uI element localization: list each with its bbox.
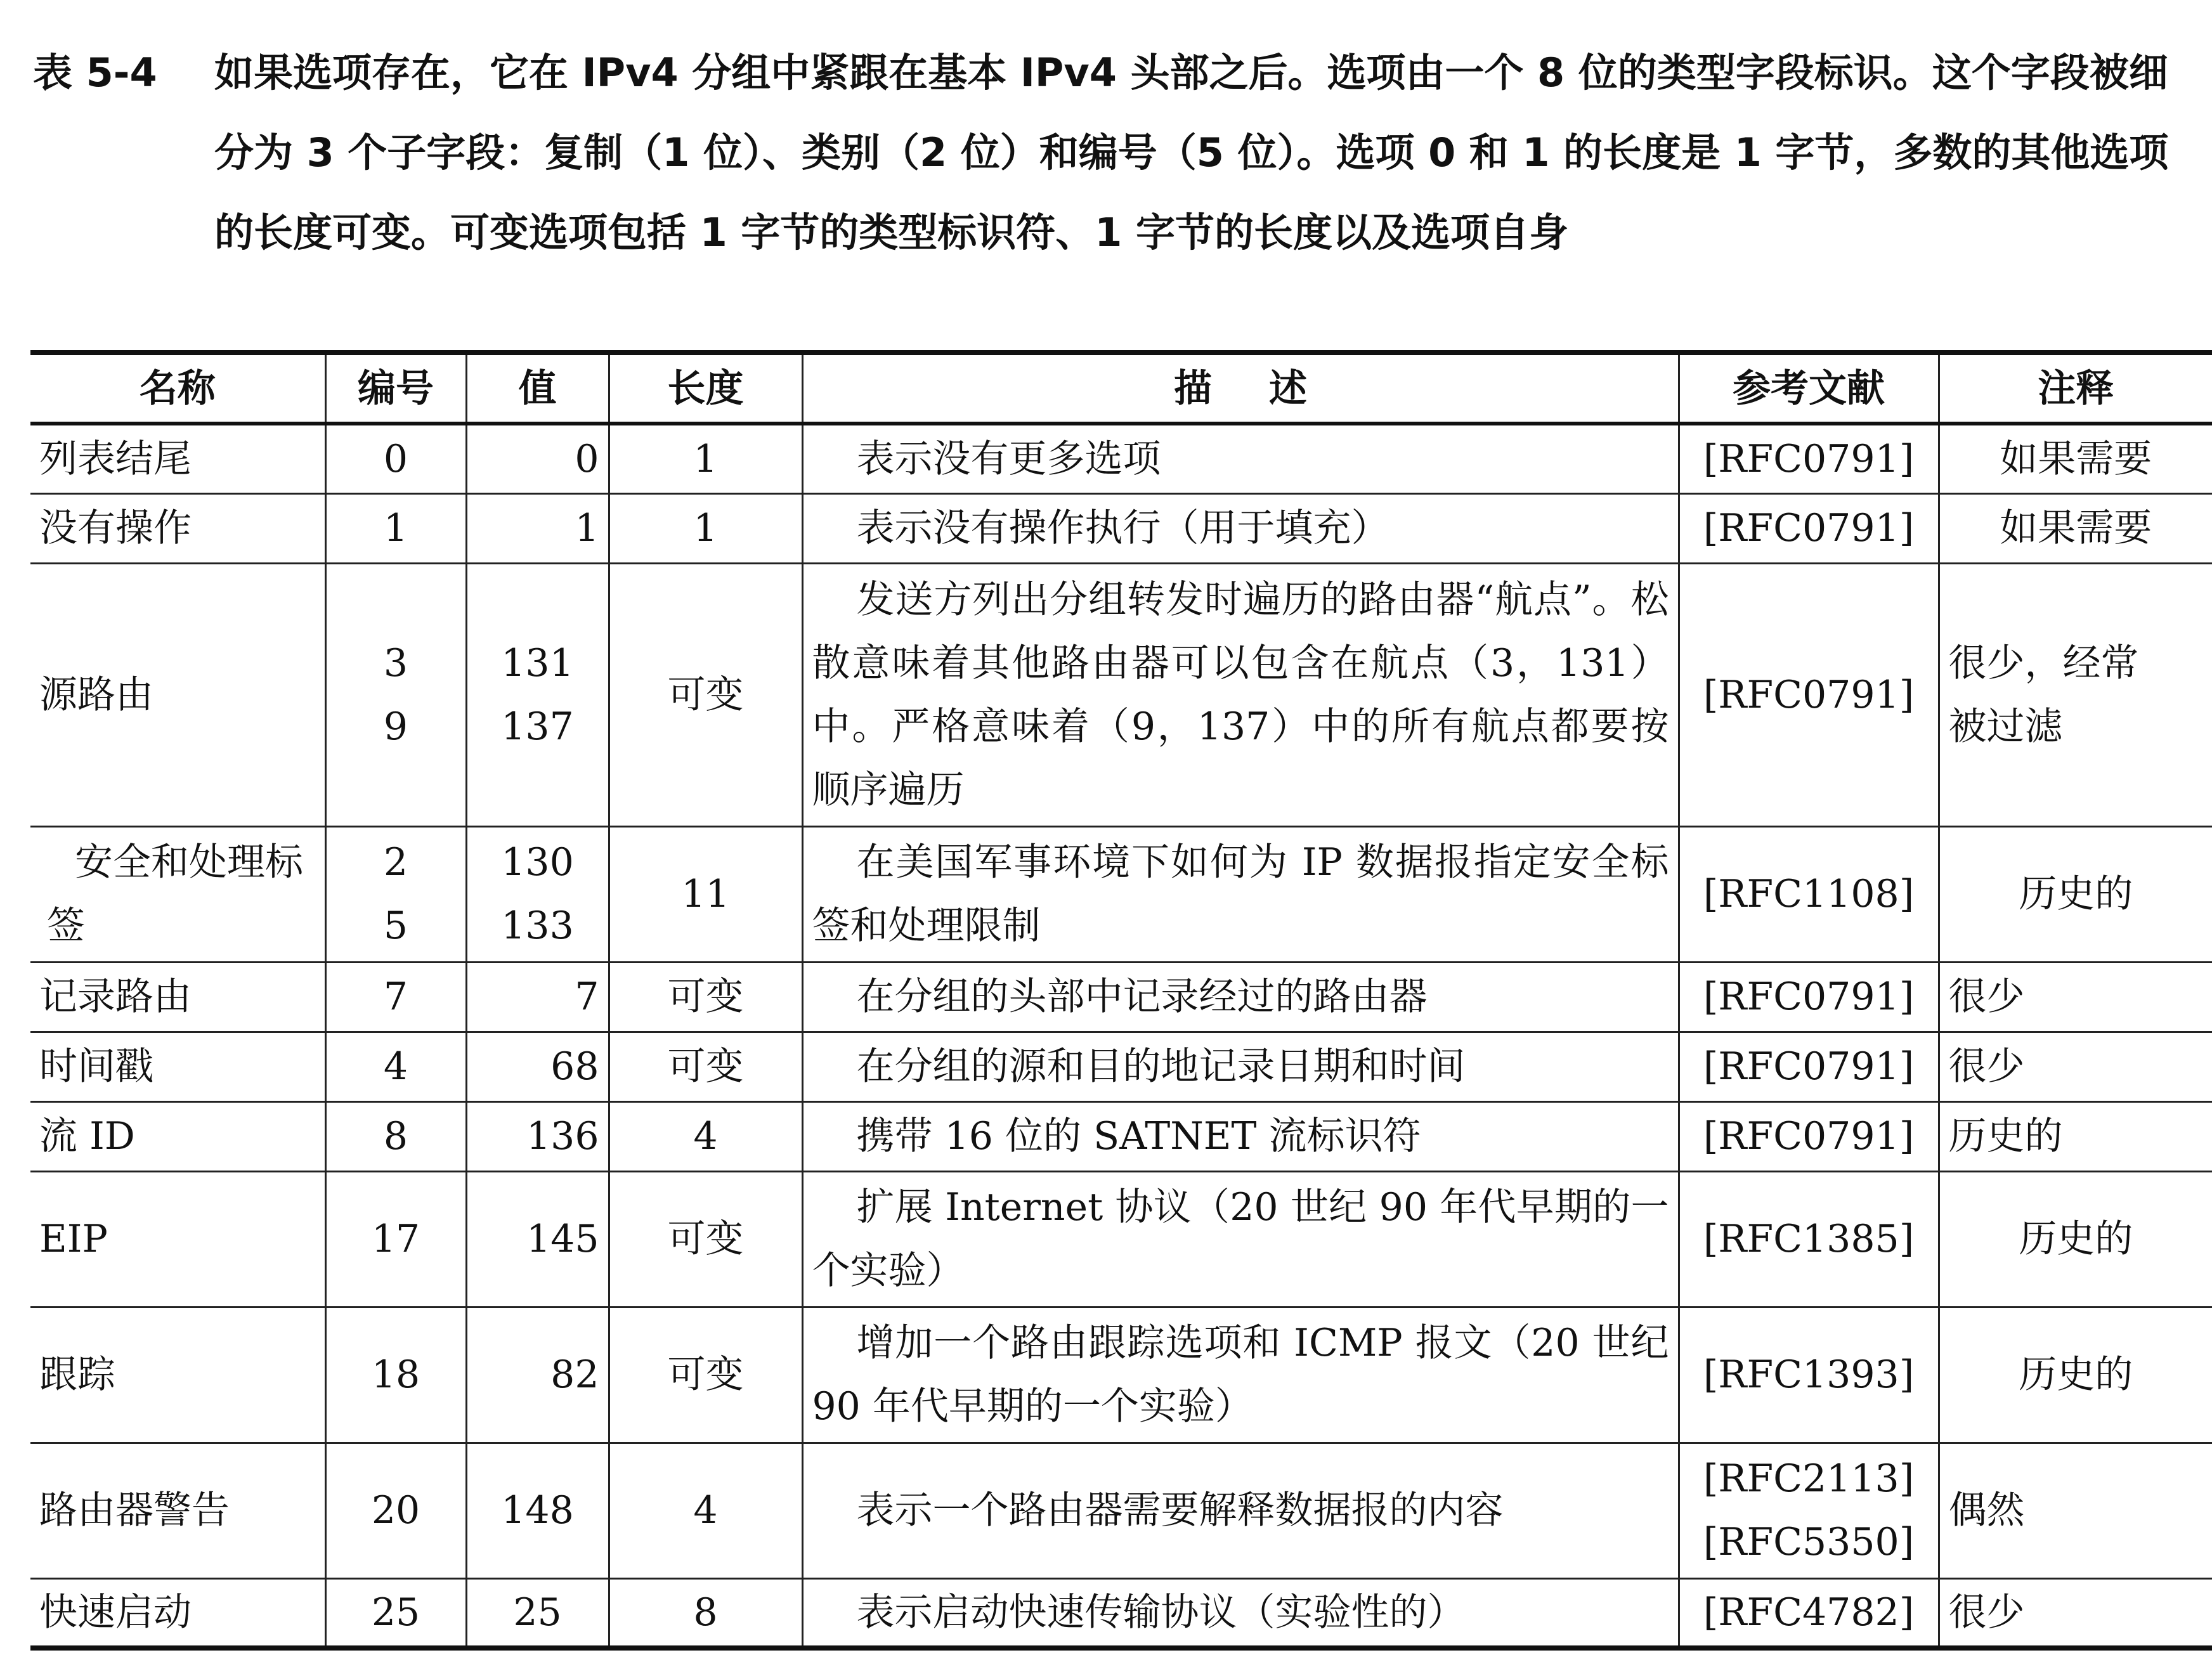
cell-name: 没有操作 <box>30 493 325 563</box>
cell-number <box>325 563 466 826</box>
cell-note: 如果需要 <box>1939 424 2212 493</box>
cell-number: 1 <box>325 493 466 563</box>
cell-value: 82 <box>466 1307 609 1443</box>
header-description <box>802 353 1679 424</box>
cell-length: 4 <box>609 1101 802 1171</box>
cell-name: EIP <box>30 1171 325 1307</box>
cell-length: 1 <box>609 493 802 563</box>
table-row <box>30 1101 2212 1171</box>
caption-text: 如果选项存在，它在 IPv4 分组中紧跟在基本 IPv4 头部之后。选项由一个 8 位的类型字段标识。这个字段被细分为 3 个子字段：复制（1 位）、类别（2 位）和编号（5 位）。选项 0 和 1 的长度是 1 字节，多数的其他选项的长度可变。可变选项包括 1 字节的类型标识符、1 字节的长度以及选项自身 <box>214 49 2169 256</box>
value-line-1: 131 <box>501 640 574 685</box>
cell-name: 路由器警告 <box>30 1443 325 1578</box>
cell-reference: [RFC0791] <box>1679 493 1939 563</box>
cell-number: 8 <box>325 1101 466 1171</box>
description-text: 在美国军事环境下如何为 IP 数据报指定安全标签和处理限制 <box>812 840 1669 948</box>
header-number: 编号 <box>325 353 466 424</box>
number-line-1: 3 <box>383 640 408 685</box>
cell-description <box>802 1578 1679 1648</box>
cell-description <box>802 493 1679 563</box>
cell-note: 很少 <box>1939 1032 2212 1101</box>
cell-value: 68 <box>466 1032 609 1101</box>
cell-description <box>802 1101 1679 1171</box>
cell-note: 很少 <box>1939 1578 2212 1648</box>
cell-number: 25 <box>325 1578 466 1648</box>
name-text: 安全和处理标签 <box>47 840 303 948</box>
cell-reference: [RFC4782] <box>1679 1578 1939 1648</box>
cell-description <box>802 962 1679 1032</box>
caption-label: 表 5-4 <box>33 49 157 96</box>
table-row <box>30 1307 2212 1443</box>
cell-value: 1 <box>466 493 609 563</box>
header-name: 名称 <box>30 353 325 424</box>
cell-number: 0 <box>325 424 466 493</box>
cell-number: 7 <box>325 962 466 1032</box>
cell-value <box>466 826 609 962</box>
cell-description <box>802 1307 1679 1443</box>
table-row <box>30 563 2212 826</box>
table-row <box>30 962 2212 1032</box>
header-row <box>30 353 2212 424</box>
description-text: 扩展 Internet 协议（20 世纪 90 年代早期的一个实验） <box>812 1185 1669 1293</box>
cell-note: 偶然 <box>1939 1443 2212 1578</box>
cell-value <box>466 563 609 826</box>
cell-length: 可变 <box>609 1307 802 1443</box>
value-line-2: 137 <box>501 704 574 749</box>
cell-reference: [RFC1393] <box>1679 1307 1939 1443</box>
cell-note: 历史的 <box>1939 826 2212 962</box>
number-line-2: 9 <box>383 704 408 749</box>
cell-description <box>802 424 1679 493</box>
header-length: 长度 <box>609 353 802 424</box>
cell-name: 列表结尾 <box>30 424 325 493</box>
cell-reference: [RFC0791] <box>1679 962 1939 1032</box>
number-line-1: 2 <box>383 840 408 885</box>
cell-note: 历史的 <box>1939 1171 2212 1307</box>
table-row <box>30 1578 2212 1648</box>
cell-reference: [RFC1108] <box>1679 826 1939 962</box>
cell-value: 0 <box>466 424 609 493</box>
cell-name: 时间戳 <box>30 1032 325 1101</box>
cell-name <box>30 826 325 962</box>
description-text: 发送方列出分组转发时遍历的路由器“航点”。松散意味着其他路由器可以包含在航点（3，131）中。严格意味着（9，137）中的所有航点都要按顺序遍历 <box>812 577 1669 812</box>
description-text: 在分组的头部中记录经过的路由器 <box>856 975 1428 1019</box>
description-text: 在分组的源和目的地记录日期和时间 <box>856 1044 1466 1089</box>
cell-length: 4 <box>609 1443 802 1578</box>
cell-reference: [RFC0791] <box>1679 1032 1939 1101</box>
cell-length: 可变 <box>609 1171 802 1307</box>
description-text: 增加一个路由跟踪选项和 ICMP 报文（20 世纪 90 年代早期的一个实验） <box>812 1321 1669 1429</box>
cell-description <box>802 826 1679 962</box>
cell-value: 136 <box>466 1101 609 1171</box>
cell-name: 快速启动 <box>30 1578 325 1648</box>
header-value: 值 <box>466 353 609 424</box>
description-text: 表示一个路由器需要解释数据报的内容 <box>856 1488 1504 1533</box>
cell-value: 7 <box>466 962 609 1032</box>
cell-value: 148 <box>466 1443 609 1578</box>
description-text: 携带 16 位的 SATNET 流标识符 <box>856 1114 1421 1158</box>
cell-note: 如果需要 <box>1939 493 2212 563</box>
cell-description <box>802 1443 1679 1578</box>
cell-length: 8 <box>609 1578 802 1648</box>
cell-value: 25 <box>466 1578 609 1648</box>
cell-name: 源路由 <box>30 563 325 826</box>
table-row <box>30 1032 2212 1101</box>
cell-number: 4 <box>325 1032 466 1101</box>
ipv4-options-table <box>30 350 2212 1651</box>
note-text: 很少，经常被过滤 <box>1948 640 2139 749</box>
description-text: 表示没有更多选项 <box>856 436 1161 481</box>
reference-line-2: [RFC5350] <box>1703 1520 1915 1564</box>
cell-name: 记录路由 <box>30 962 325 1032</box>
header-description-label: 描述 <box>1174 366 1364 411</box>
cell-length: 可变 <box>609 563 802 826</box>
cell-name: 流 ID <box>30 1101 325 1171</box>
cell-description <box>802 563 1679 826</box>
header-reference: 参考文献 <box>1679 353 1939 424</box>
cell-note: 历史的 <box>1939 1101 2212 1171</box>
reference-line-1: [RFC2113] <box>1703 1457 1915 1501</box>
cell-description <box>802 1032 1679 1101</box>
header-note: 注释 <box>1939 353 2212 424</box>
cell-length: 1 <box>609 424 802 493</box>
cell-number <box>325 826 466 962</box>
table-row <box>30 826 2212 962</box>
description-text: 表示没有操作执行（用于填充） <box>856 506 1389 550</box>
cell-note: 历史的 <box>1939 1307 2212 1443</box>
cell-reference: [RFC0791] <box>1679 563 1939 826</box>
cell-description <box>802 1171 1679 1307</box>
cell-reference: [RFC1385] <box>1679 1171 1939 1307</box>
cell-length: 可变 <box>609 1032 802 1101</box>
value-line-1: 130 <box>501 840 574 885</box>
cell-reference: [RFC0791] <box>1679 424 1939 493</box>
cell-note <box>1939 563 2212 826</box>
cell-number: 18 <box>325 1307 466 1443</box>
cell-reference: [RFC0791] <box>1679 1101 1939 1171</box>
cell-number: 17 <box>325 1171 466 1307</box>
value-line-2: 133 <box>501 904 574 948</box>
description-text: 表示启动快速传输协议（实验性的） <box>856 1590 1466 1635</box>
cell-value: 145 <box>466 1171 609 1307</box>
table-row <box>30 424 2212 493</box>
table-row <box>30 493 2212 563</box>
cell-reference <box>1679 1443 1939 1578</box>
table-row <box>30 1171 2212 1307</box>
cell-name: 跟踪 <box>30 1307 325 1443</box>
cell-length: 可变 <box>609 962 802 1032</box>
cell-note: 很少 <box>1939 962 2212 1032</box>
number-line-2: 5 <box>383 904 408 948</box>
cell-number: 20 <box>325 1443 466 1578</box>
table-row <box>30 1443 2212 1578</box>
cell-length: 11 <box>609 826 802 962</box>
